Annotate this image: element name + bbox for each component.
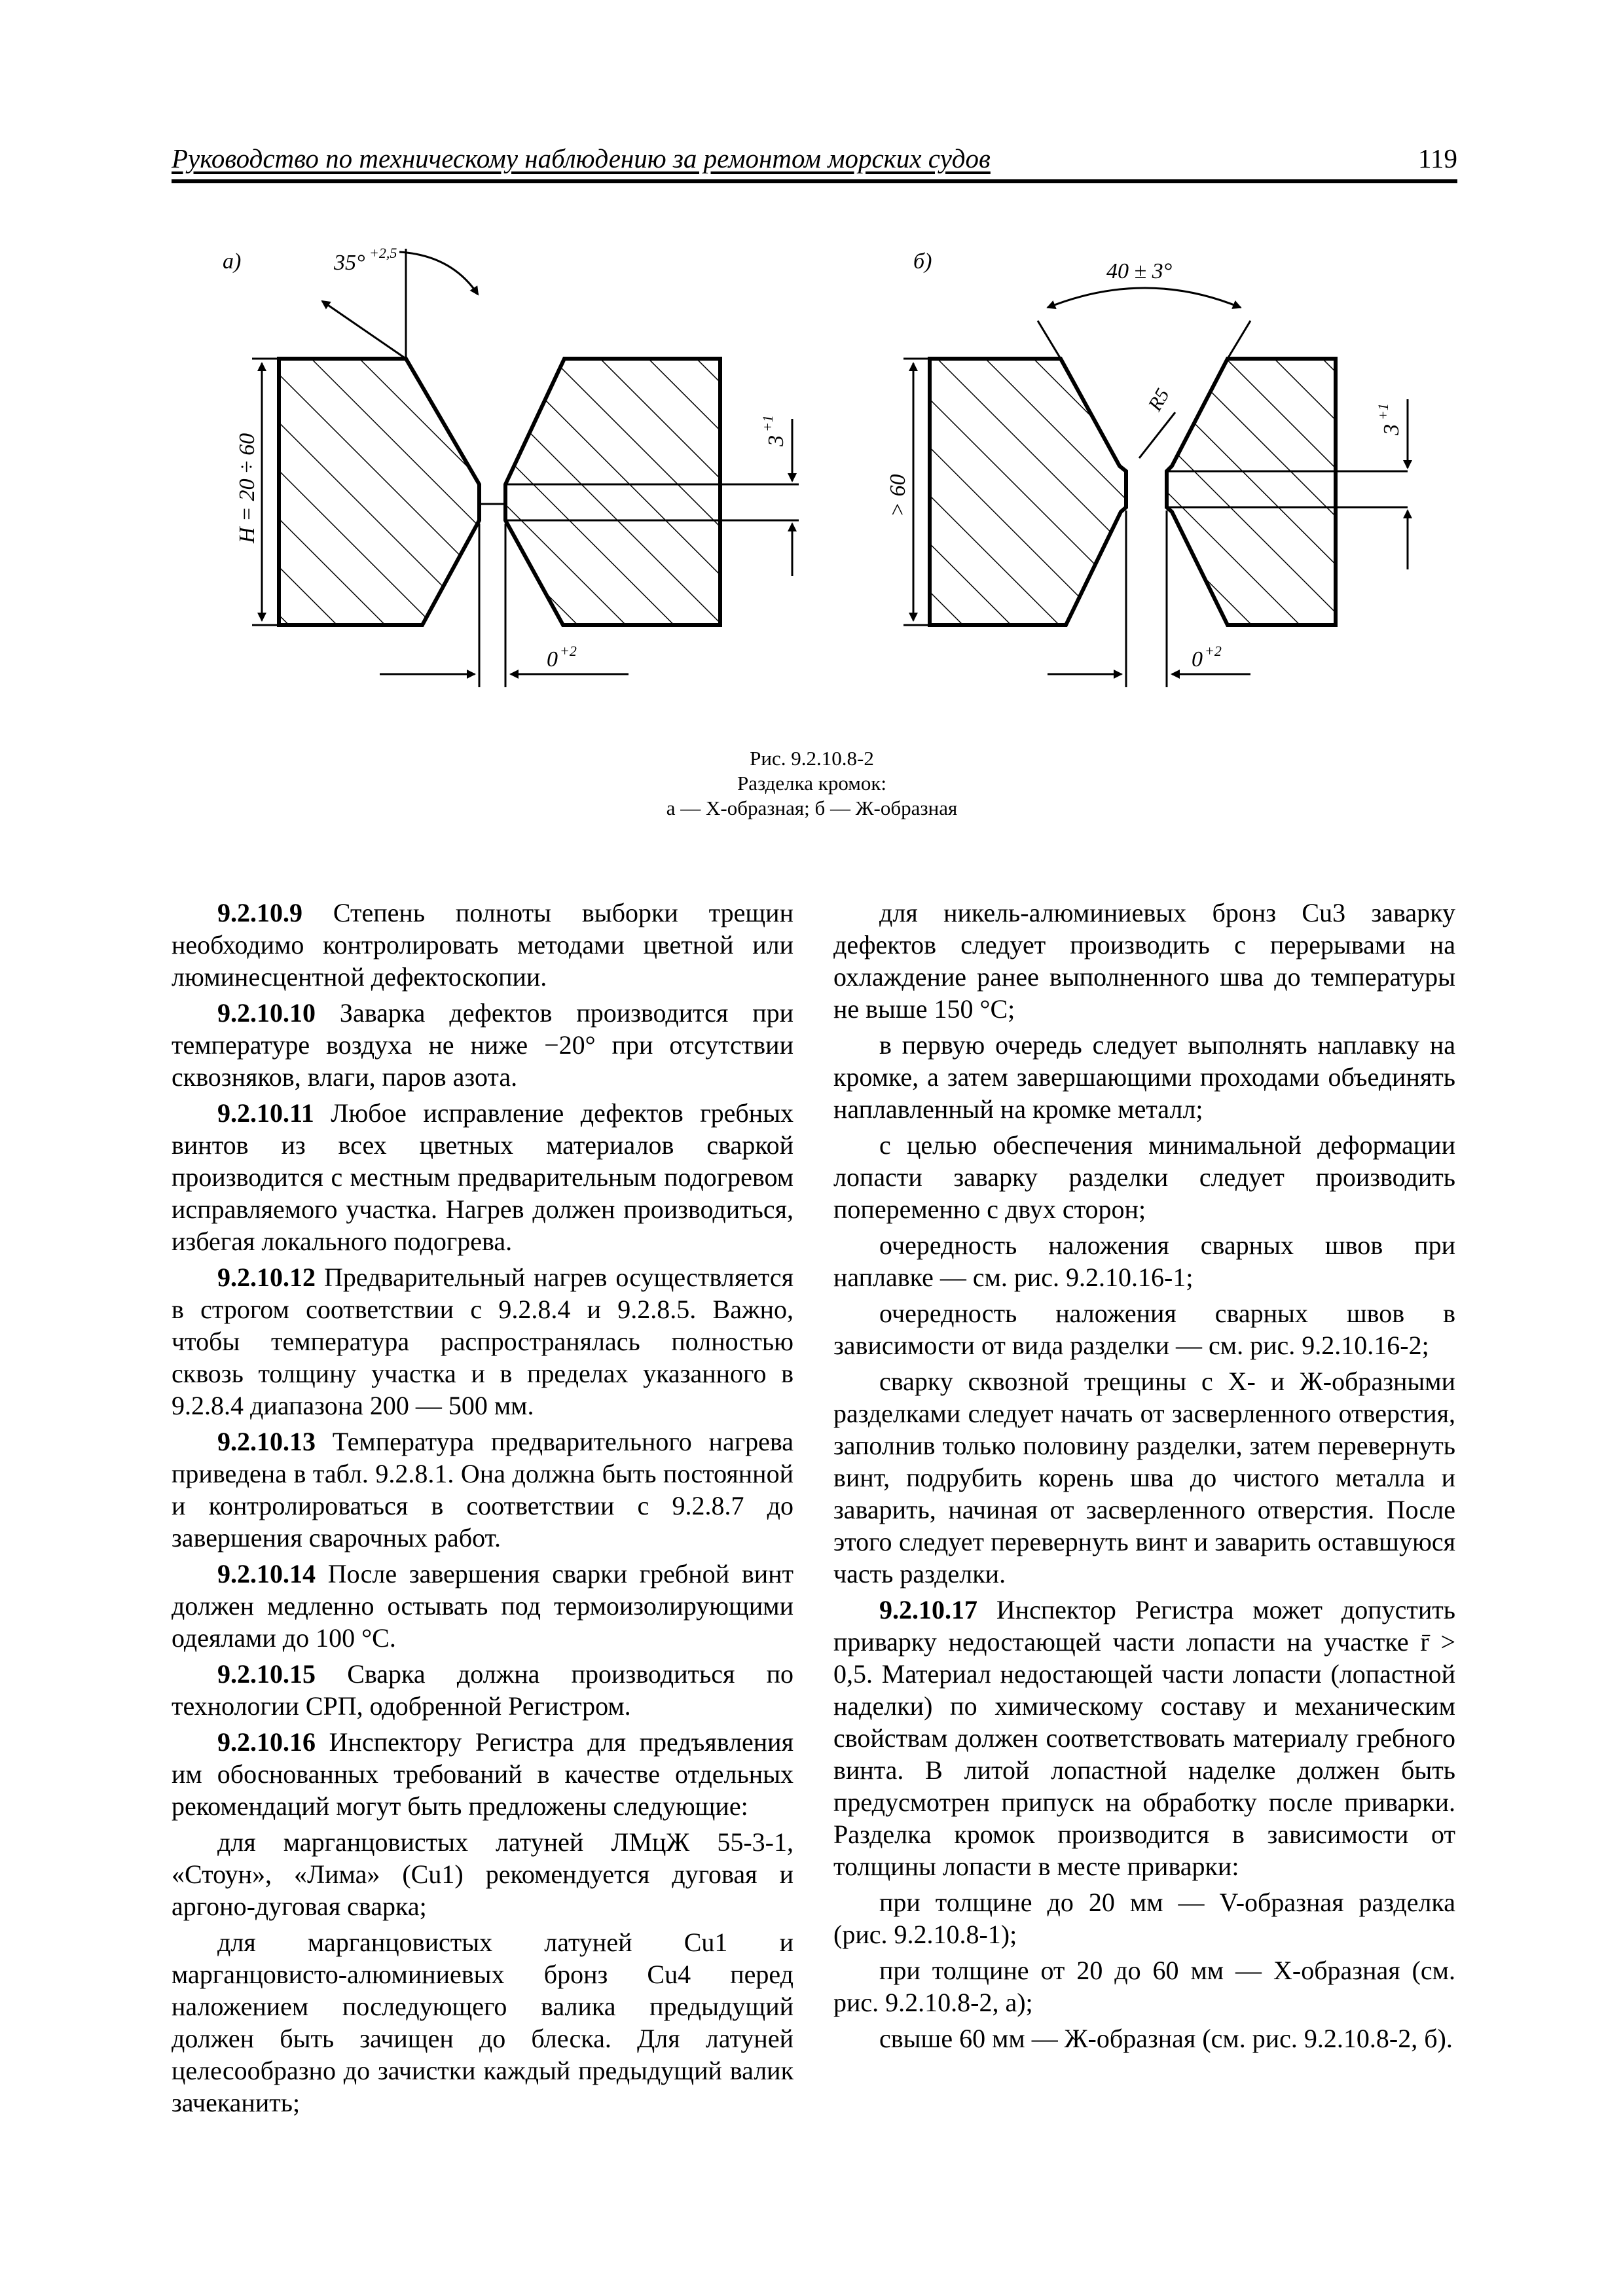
clause-number: 9.2.10.11	[217, 1098, 314, 1128]
dim-label-root-b: 3	[1379, 424, 1404, 435]
clause-number: 9.2.10.13	[217, 1427, 316, 1456]
paragraph-text: Любое исправление дефектов гребных винтов из всех цветных материалов сваркой производится с местным предварительным подогревом исправляемого участка. Нагрев должен производиться, избегая локального подогрева.	[172, 1098, 793, 1256]
dim-label-height-b: > 60	[886, 474, 910, 517]
paragraph	[833, 897, 1455, 1025]
dim-label-angle-b: 40 ± 3°	[1106, 259, 1173, 283]
paragraph	[172, 1261, 793, 1422]
dim-tol-angle-a: +2,5	[369, 245, 397, 261]
paragraph-text: при толщине до 20 мм — V-образная разделка (рис. 9.2.10.8-1);	[833, 1888, 1455, 1949]
paragraph-text: для марганцовистых латуней ЛМцЖ 55-3-1, «Стоун», «Лима» (Cu1) рекомендуется дуговая и аргоно-дуговая сварка;	[172, 1827, 793, 1921]
paragraph	[172, 997, 793, 1093]
paragraph-text: при толщине от 20 до 60 мм — Х-образная (см. рис. 9.2.10.8-2, а);	[833, 1956, 1455, 2017]
paragraph	[172, 1097, 793, 1257]
plate-b-right	[1167, 359, 1336, 625]
paragraph	[172, 1426, 793, 1554]
paragraph-text: в первую очередь следует выполнять наплавку на кромке, а затем завершающими проходами объединять наплавленный на кромке металл;	[833, 1030, 1455, 1124]
paragraph-text: очередность наложения сварных швов в зависимости от вида разделки — см. рис. 9.2.10.16-2;	[833, 1299, 1455, 1360]
clause-number: 9.2.10.16	[217, 1727, 316, 1757]
plate-b-left	[930, 359, 1126, 625]
paragraph-text: для никель-алюминиевых бронз Cu3 заварку дефектов следует производить с перерывами на охлаждение ранее выполненного шва до температуры не выше 150 °С;	[833, 898, 1455, 1024]
paragraph	[172, 1926, 793, 2119]
paragraph-text: Предварительный нагрев осуществляется в строгом соответствии с 9.2.8.4 и 9.2.8.5. Важно, чтобы температура распространялась полностью сквозь толщину участка и в пределах указанного в 9.2.8.4 диапазона 200 — 500 мм.	[172, 1263, 793, 1420]
panel-a-label: а)	[223, 249, 242, 274]
clause-number: 9.2.10.9	[217, 898, 302, 927]
page-number: 119	[1418, 143, 1457, 173]
paragraph	[172, 1658, 793, 1722]
figure-caption	[589, 746, 1034, 821]
clause-number: 9.2.10.10	[217, 998, 316, 1028]
clause-number: 9.2.10.15	[217, 1659, 316, 1689]
dim-tol-root-b: +1	[1375, 403, 1391, 420]
caption-line-2: Разделка кромок:	[737, 772, 887, 795]
paragraph	[833, 1129, 1455, 1225]
dim-tol-gap-b: +2	[1205, 643, 1222, 659]
dim-tol-gap-a: +2	[560, 643, 577, 659]
paragraph-text: свыше 60 мм — Ж-образная (см. рис. 9.2.10.8-2, б).	[879, 2024, 1453, 2053]
plate-a-left	[279, 359, 479, 625]
paragraph-text: Температура предварительного нагрева приведена в табл. 9.2.8.1. Она должна быть постоянной и контролироваться в соответствии с 9.2.8.7 до завершения сварочных работ.	[172, 1427, 793, 1552]
paragraph-text: для марганцовистых латуней Cu1 и марганцовисто-алюминиевых бронз Cu4 перед наложением последующего валика предыдущий должен быть зачищен до блеска. Для латуней целесообразно до зачистки каждый предыдущий валик зачеканить;	[172, 1928, 793, 2117]
clause-number: 9.2.10.17	[879, 1595, 977, 1624]
dim-label-gap-a: 0	[547, 647, 558, 672]
dim-tol-root-a: +1	[759, 415, 776, 432]
dim-label-radius-b: R5	[1144, 385, 1174, 415]
edge-preparation-figure	[0, 0, 1623, 740]
paragraph	[172, 1726, 793, 1822]
right-column	[833, 897, 1455, 2058]
paragraph	[833, 1029, 1455, 1125]
panel-b-label: б)	[913, 249, 932, 274]
dim-label-h: H = 20 ÷ 60	[235, 433, 259, 543]
paragraph-text: очередность наложения сварных швов при наплавке — см. рис. 9.2.10.16-1;	[833, 1230, 1455, 1292]
paragraph-text: Степень полноты выборки трещин необходимо контролировать методами цветной или люминесцентной дефектоскопии.	[172, 898, 793, 992]
dim-label-gap-b: 0	[1192, 647, 1203, 672]
plate-a-right	[505, 359, 720, 625]
dim-label-root-a: 3	[764, 435, 788, 446]
clause-number: 9.2.10.12	[217, 1263, 316, 1292]
paragraph-text: После завершения сварки гребной винт должен медленно остывать под термоизолирующими одеялами до 100 °С.	[172, 1559, 793, 1653]
paragraph	[833, 2022, 1455, 2054]
caption-line-3: а — Х-образная; б — Ж-образная	[666, 797, 958, 819]
left-column	[172, 897, 793, 2123]
clause-number: 9.2.10.14	[217, 1559, 316, 1588]
paragraph	[172, 1558, 793, 1654]
paragraph	[833, 1954, 1455, 2018]
paragraph	[833, 1297, 1455, 1361]
caption-line-1: Рис. 9.2.10.8-2	[750, 747, 874, 770]
dim-label-angle-a: 35°	[334, 251, 365, 275]
paragraph	[833, 1365, 1455, 1590]
paragraph	[833, 1594, 1455, 1882]
paragraph-text: с целью обеспечения минимальной деформации лопасти заварку разделки следует производить попеременно с двух сторон;	[833, 1130, 1455, 1224]
paragraph-text: Инспектор Регистра может допустить приварку недостающей части лопасти на участке r̄ > 0,5. Материал недостающей части лопасти (лопастной наделки) по химическому составу и механическим свойствам должен соответствовать материалу гребного винта. В литой лопастной наделке должен быть предусмотрен припуск на обработку после приварки. Разделка кромок производится в зависимости от толщины лопасти в месте приварки:	[833, 1595, 1455, 1881]
paragraph	[172, 1826, 793, 1922]
paragraph	[172, 897, 793, 993]
paragraph-text: Заварка дефектов производится при температуре воздуха не ниже −20° при отсутствии сквозняков, влаги, паров азота.	[172, 998, 793, 1092]
paragraph	[833, 1229, 1455, 1293]
paragraph-text: сварку сквозной трещины с Х- и Ж-образными разделками следует начать от засверленного отверстия, заполнив только половину разделки, затем перевернуть винт, подрубить корень шва до чистого металла и заварить, начиная от засверленного отверстия. После этого следует перевернуть винт и заварить оставшуюся часть разделки.	[833, 1367, 1455, 1588]
paragraph-text: Сварка должна производиться по технологии СРП, одобренной Регистром.	[172, 1659, 793, 1721]
paragraph-text: Инспектору Регистра для предъявления им обоснованных требований в качестве отдельных рекомендаций могут быть предложены следующие:	[172, 1727, 793, 1821]
paragraph	[833, 1886, 1455, 1950]
header-title: Руководство по техническому наблюдению за ремонтом морских судов	[172, 143, 991, 173]
